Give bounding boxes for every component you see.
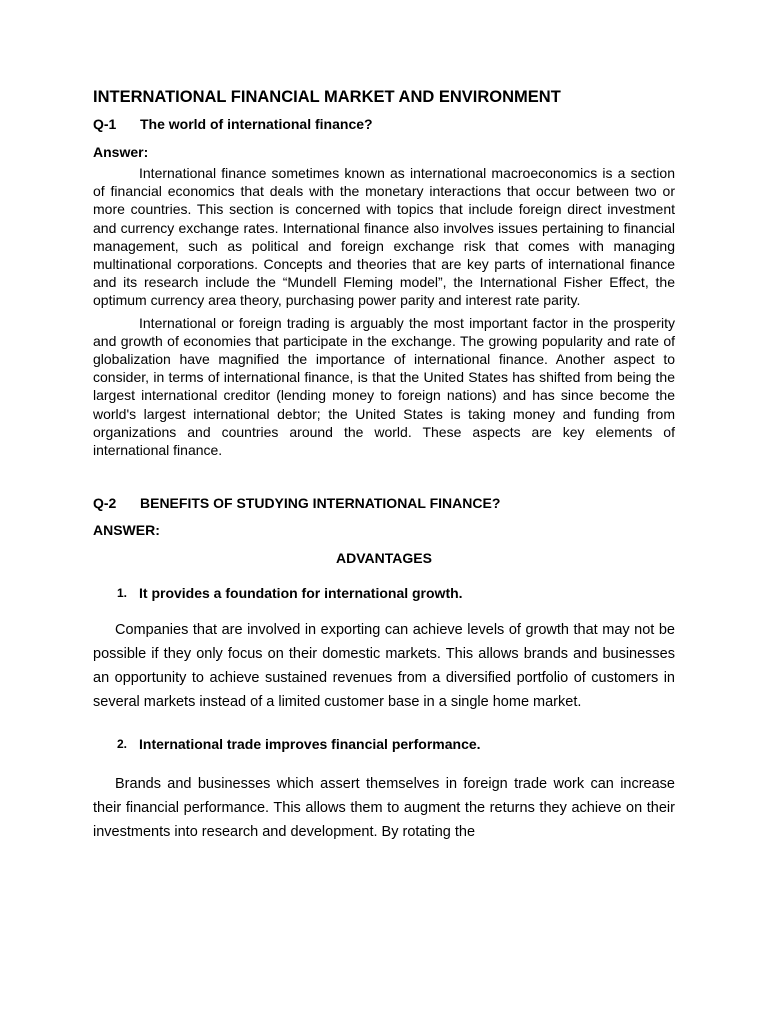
question-1-text: The world of international finance? (140, 116, 373, 132)
advantage-item-1-title: It provides a foundation for international growth. (139, 585, 463, 602)
document-title: INTERNATIONAL FINANCIAL MARKET AND ENVIRONMENT (93, 88, 561, 106)
advantage-item-2-body: Brands and businesses which assert themselves in foreign trade work can increase their financial performance. This allows them to augment the returns they achieve on their investments into research and development. By rotating the (93, 776, 675, 841)
question-2-number: Q-2 (93, 495, 117, 512)
question-2-text: BENEFITS OF STUDYING INTERNATIONAL FINANCE? (140, 495, 501, 512)
advantage-item-1-body: Companies that are involved in exporting can achieve levels of growth that may not be possible if they only focus on their domestic markets. This allows brands and businesses an opportunity to achieve sustained revenues from a diversified portfolio of customers in several markets instead of a limited customer base in a single home market. (93, 622, 675, 711)
answer-2-label: ANSWER: (93, 522, 160, 539)
advantage-item-2-title: International trade improves financial performance. (139, 736, 481, 753)
answer-1-label: Answer: (93, 144, 149, 160)
advantage-item-1-heading (93, 583, 675, 603)
answer-1-paragraph-1: International finance sometimes known as international macroeconomics is a section of financial economics that deals with the monetary interactions that occur between two or more countries. This section is concerned with topics that include foreign direct investment and currency exchange rates. International finance also involves issues pertaining to financial management, such as political and foreign exchange risk that comes with managing multinational corporations. Concepts and theories that are key parts of international finance and its research include the “Mundell Fleming model”, the International Fisher Effect, the optimum currency area theory, purchasing power parity and interest rate parity. (93, 165, 675, 309)
answer-1-paragraph-2: International or foreign trading is arguably the most important factor in the prosperity and growth of economies that participate in the exchange. The growing popularity and rate of globalization have magnified the importance of international finance. Another aspect to consider, in terms of international finance, is that the United States has shifted from being the largest international creditor (lending money to foreign nations) and has since become the world's largest international debtor; the United States is taking money and funding from organizations and countries around the world. These aspects are key elements of international finance. (93, 314, 675, 459)
advantage-item-2-heading (93, 734, 675, 754)
advantage-item-2-number: 2. (117, 737, 128, 752)
advantage-item-1-number: 1. (117, 586, 128, 601)
question-1 (93, 114, 675, 134)
question-2 (93, 493, 675, 513)
question-1-number: Q-1 (93, 116, 117, 132)
document-page (93, 86, 675, 844)
section-heading-advantages: ADVANTAGES (336, 550, 432, 567)
